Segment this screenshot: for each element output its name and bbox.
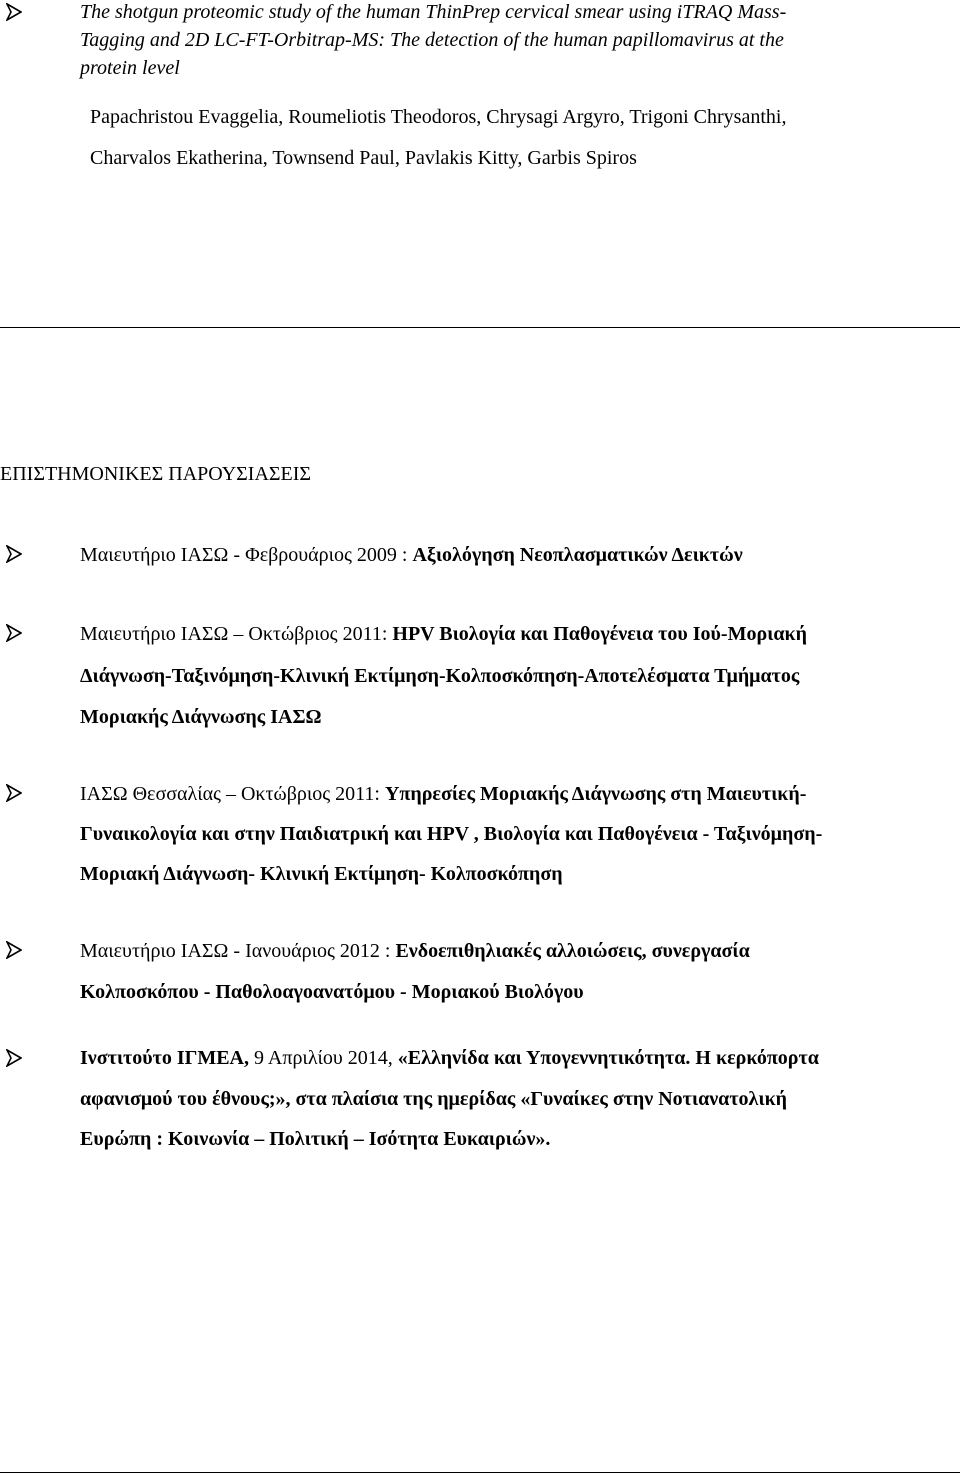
footer-divider (0, 1472, 960, 1473)
arrow-bullet-icon (6, 941, 24, 961)
presentation-4-title-line-1: Ενδοεπιθηλιακές αλλοιώσεις, συνεργασία (395, 940, 750, 962)
arrow-bullet-icon (6, 784, 24, 804)
presentation-3-venue: ΙΑΣΩ Θεσσαλίας – Οκτώβριος 2011: (80, 783, 385, 805)
presentation-5-title-line-2: αφανισμού του έθνους;», στα πλαίσια της ημερίδας «Γυναίκες στην Νοτιανατολική (80, 1088, 788, 1110)
arrow-bullet-icon (6, 3, 24, 23)
section-divider (0, 327, 960, 328)
paper-title-line-2: Tagging and 2D LC-FT-Orbitrap-MS: The detection of the human papillomavirus at the (80, 29, 784, 51)
paper-title-line-1: The shotgun proteomic study of the human ThinPrep cervical smear using iTRAQ Mass- (80, 1, 787, 23)
presentation-2-venue: Μαιευτήριο ΙΑΣΩ – Οκτώβριος 2011: (80, 623, 393, 645)
arrow-bullet-icon (6, 624, 24, 644)
presentation-2-title-line-2: Διάγνωση-Ταξινόμηση-Κλινική Εκτίμηση-Κολποσκόπηση-Αποτελέσματα Τμήματος (80, 665, 800, 687)
presentation-3-line-1 (80, 782, 806, 806)
presentation-5-title-line-3: Ευρώπη : Κοινωνία – Πολιτική – Ισότητα Ευκαιριών». (80, 1128, 551, 1150)
presentation-3-title-line-2: Γυναικολογία και στην Παιδιατρική και HPV , Βιολογία και Παθογένεια - Ταξινόμηση- (80, 823, 823, 845)
presentation-2-line-1 (80, 622, 807, 646)
presentation-5-line-1 (80, 1046, 819, 1070)
presentation-2-title-line-1: HPV Βιολογία και Παθογένεια του Ιού-Μοριακή (392, 623, 807, 645)
presentation-4-title-line-2: Κολποσκόπου - Παθολοαγοανατόμου - Μοριακού Βιολόγου (80, 981, 584, 1003)
presentation-3-title-line-1: Υπηρεσίες Μοριακής Διάγνωσης στη Μαιευτική- (384, 783, 807, 805)
arrow-bullet-icon (6, 545, 24, 565)
presentation-4-venue: Μαιευτήριο ΙΑΣΩ - Ιανουάριος 2012 : (80, 940, 396, 962)
arrow-bullet-icon (6, 1049, 24, 1069)
paper-title-line-3: protein level (80, 57, 180, 79)
presentation-4-line-1 (80, 939, 750, 963)
presentation-5-title-line-1: «Ελληνίδα και Υπογεννητικότητα. Η κερκόπορτα (397, 1047, 819, 1069)
presentation-3-title-line-3: Μοριακή Διάγνωση- Κλινική Εκτίμηση- Κολποσκόπηση (80, 863, 563, 885)
presentation-2-title-line-3: Μοριακής Διάγνωσης ΙΑΣΩ (80, 706, 322, 728)
presentation-5-date: 9 Απριλίου 2014, (249, 1047, 398, 1069)
presentation-1-venue: Μαιευτήριο ΙΑΣΩ - Φεβρουάριος 2009 : (80, 544, 413, 566)
presentation-5-venue: Ινστιτούτο ΙΓΜΕΑ, (80, 1047, 250, 1069)
paper-authors-line-2: Charvalos Ekatherina, Townsend Paul, Pavlakis Kitty, Garbis Spiros (90, 147, 637, 169)
section-heading: ΕΠΙΣΤΗΜΟΝΙΚΕΣ ΠΑΡΟΥΣΙΑΣΕΙΣ (0, 463, 312, 485)
paper-authors-line-1: Papachristou Evaggelia, Roumeliotis Theodoros, Chrysagi Argyro, Trigoni Chrysanthi, (90, 106, 787, 128)
presentation-1-line-1 (80, 543, 743, 567)
presentation-1-title: Αξιολόγηση Νεοπλασματικών Δεικτών (412, 544, 743, 566)
